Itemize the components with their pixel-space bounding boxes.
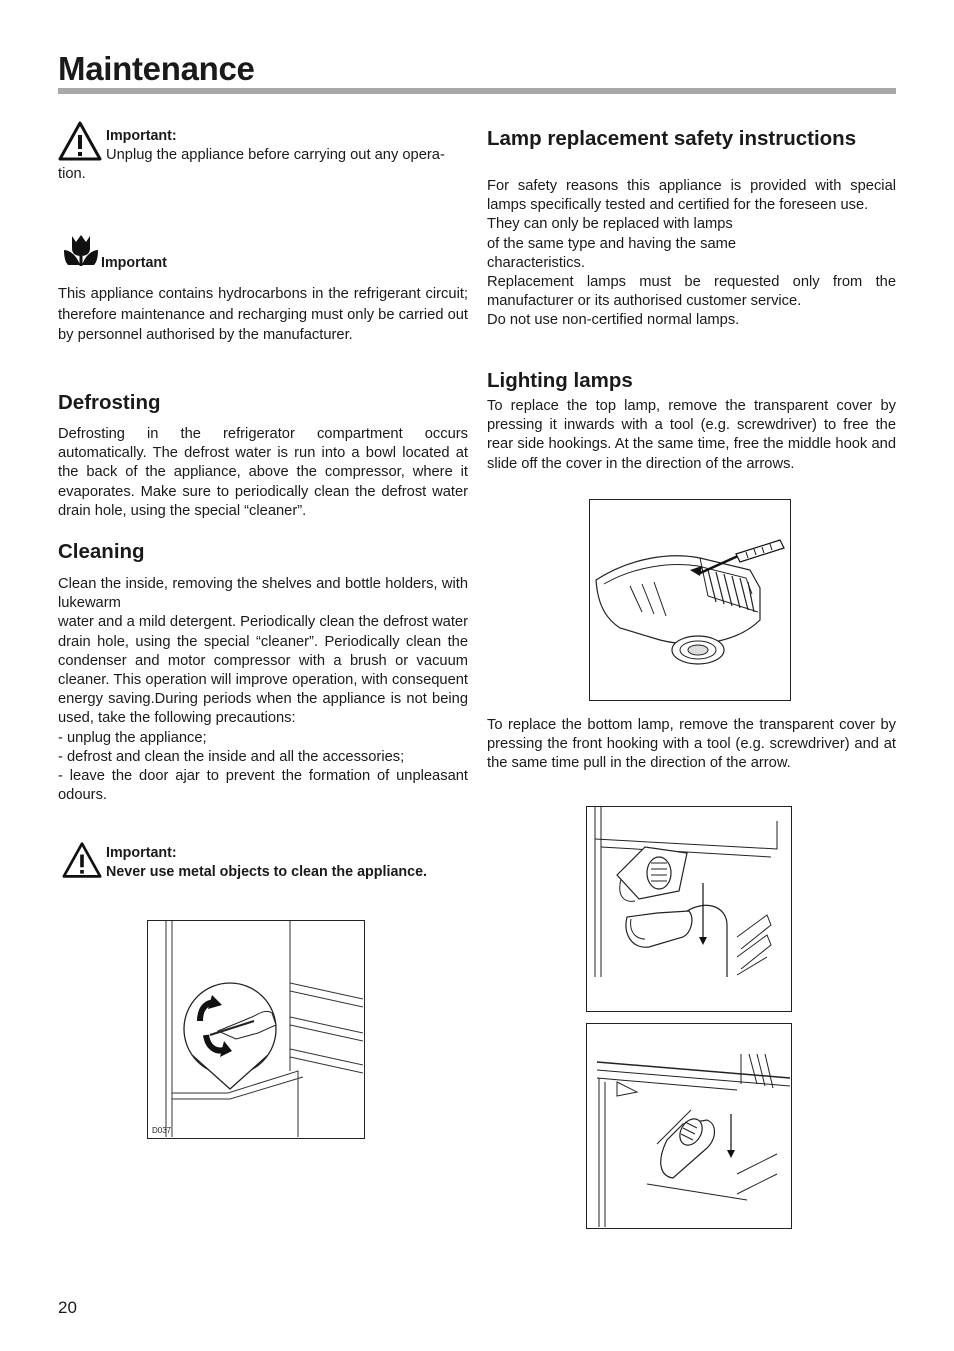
defrosting-text: Defrosting in the refrigerator compartment occurs automatically. The defrost water is run into a bowl located at the back of the appliance, above the compressor, where it evaporates. Make sure to periodically clean the defrost water drain hole, using the special “cleaner”. [58,426,468,519]
cleaning-line: - defrost and clean the inside and all the accessories; [58,748,405,765]
tulip-environment-icon [62,232,100,268]
notice-2-text: This appliance contains hydrocarbons in the refrigerant circuit; therefore maintenance and recharging must only be carried out by personnel authorised by the manufacturer. [58,286,468,343]
cleaning-line: Clean the inside, removing the shelves and bottle holders, with lukewarm [58,576,468,612]
warning-triangle-icon [58,121,102,161]
top-lamp-illustration [589,499,791,701]
cleaning-heading: Cleaning [58,540,145,563]
notice-3-label: Important: [106,845,177,861]
cleaning-line: - leave the door ajar to prevent the formation of unpleasant odours. [58,768,468,804]
page-number: 20 [58,1298,77,1317]
title-rule [58,88,896,94]
cleaning-line: - unplug the appliance; [58,729,207,746]
bottom-lamp-illustration-2 [586,1023,792,1229]
lamp-safety-line: characteristics. [487,254,585,271]
lighting-top-text: To replace the top lamp, remove the transparent cover by pressing it inwards with a tool (e.g. screwdriver) to free the rear side hookings. At the same time, free the middle hook and slide off the cover in the direction of the arrows. [487,398,896,472]
page-title: Maintenance [58,50,255,87]
warning-triangle-icon [62,840,102,880]
cleaning-line: water and a mild detergent. Periodically clean the defrost water drain hole, using the special “cleaner”. Periodically clean the condenser and motor compressor with a brush or vacuum cleaner. This operation will improve operation, with consequent energy saving.During periods when the appliance is not being used, take the following precautions: [58,614,468,727]
lamp-safety-heading: Lamp replacement safety instructions [487,127,857,150]
lamp-safety-line: They can only be replaced with lamps [487,216,733,233]
lighting-bottom-text: To replace the bottom lamp, remove the transparent cover by pressing the front hooking with a tool (e.g. screwdriver) and at the same time pull in the direction of the arrow. [487,717,896,772]
bottom-lamp-illustration-1 [586,806,792,1012]
notice-1-text-line1: Unplug the appliance before carrying out any opera- [106,147,445,163]
lamp-safety-text [487,177,896,331]
lamp-safety-line: Do not use non-certified normal lamps. [487,312,740,329]
lighting-heading: Lighting lamps [487,369,633,392]
notice-1-text-line2: tion. [58,166,86,182]
defrosting-heading: Defrosting [58,391,161,414]
cleaning-text [58,575,468,805]
lamp-safety-line: For safety reasons this appliance is provided with special lamps specifically tested and certified for the foreseen use. [487,178,896,214]
figure-code: D037 [152,1126,172,1135]
lamp-safety-line: Replacement lamps must be requested only from the manufacturer or its authorised customer service. [487,274,896,310]
drain-hole-cleaning-illustration [147,920,365,1139]
lamp-safety-line: of the same type and having the same [487,235,737,252]
notice-1-label: Important: [106,128,177,144]
notice-2-label: Important [101,255,167,271]
notice-3-text: Never use metal objects to clean the appliance. [106,864,428,880]
